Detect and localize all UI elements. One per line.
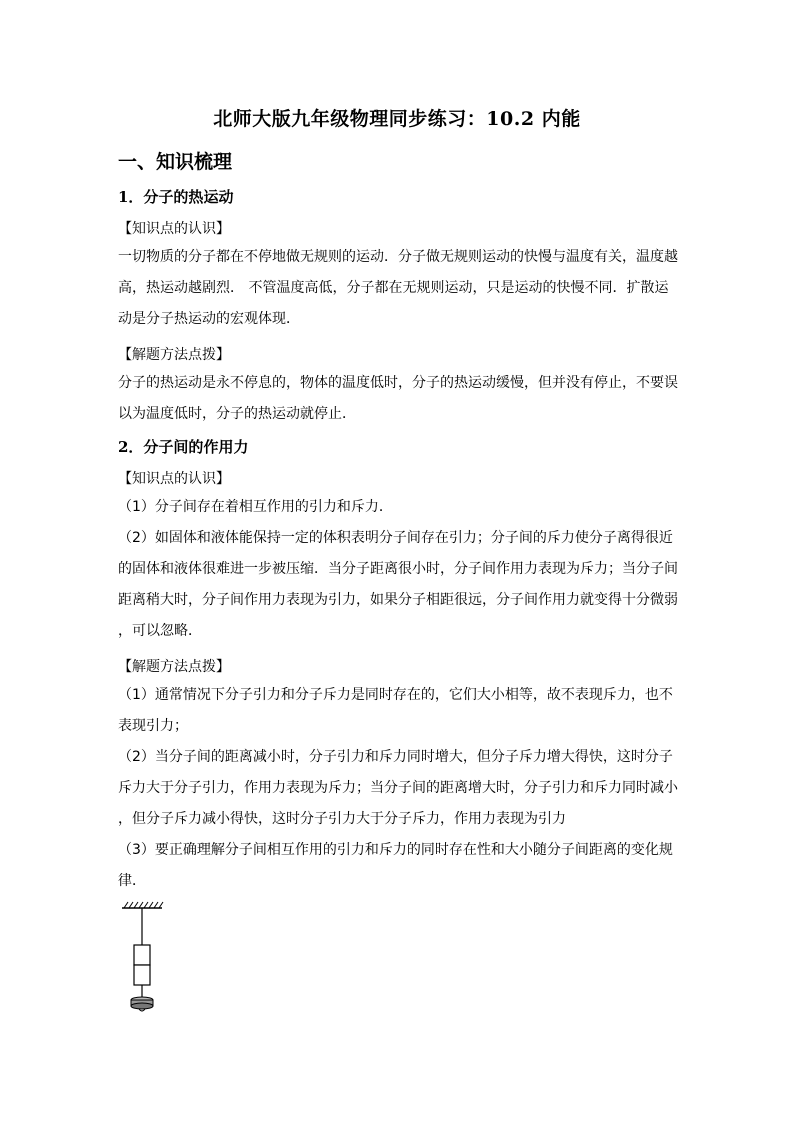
topic-2-method-text <box>118 680 678 897</box>
topic-1-method-tag: 【解题方法点拨】 <box>118 347 230 363</box>
text-line: 律． <box>118 873 146 889</box>
lead-cylinder-figure <box>118 900 178 1025</box>
ceiling-support <box>122 902 163 908</box>
text-line: 高，热运动越剧烈． 不管温度高低，分子都在无规则运动，只是运动的快慢不同．扩散运 <box>118 280 669 296</box>
text-line: ，但分子斥力减小得快，这时分子引力大于分子斥力，作用力表现为引力 <box>118 811 566 827</box>
text-line: 距离稍大时，分子间作用力表现为引力，如果分子相距很远，分子间作用力就变得十分微弱 <box>118 592 678 608</box>
text-line: （1）通常情况下分子引力和分子斥力是同时存在的，它们大小相等，故不表现斥力，也不 <box>118 687 673 703</box>
text-line: 分子的热运动是永不停息的，物体的温度低时，分子的热运动缓慢，但并没有停止，不要误 <box>118 375 678 391</box>
upper-lead-cylinder <box>134 945 150 965</box>
text-line: （3）要正确理解分子间相互作用的引力和斥力的同时存在性和大小随分子间距离的变化规 <box>118 842 673 858</box>
text-line: 动是分子热运动的宏观体现． <box>118 311 300 327</box>
section-heading: 一、知识梳理 <box>118 151 233 173</box>
document-title: 北师大版九年级物理同步练习：10.2 内能 <box>213 108 581 130</box>
topic-2-method-tag: 【解题方法点拨】 <box>118 659 230 675</box>
topic-2-knowledge-text <box>118 492 678 647</box>
topic-1-knowledge-text <box>118 242 678 335</box>
text-line: （1）分子间存在着相互作用的引力和斥力． <box>118 499 393 515</box>
topic-1-method-text <box>118 368 678 430</box>
text-line: 一切物质的分子都在不停地做无规则的运动．分子做无规则运动的快慢与温度有关，温度越 <box>118 249 678 265</box>
topic-1-heading: 1．分子的热运动 <box>118 188 234 206</box>
text-line: 表现引力； <box>118 718 188 734</box>
text-line: 的固体和液体很难进一步被压缩．当分子距离很小时，分子间作用力表现为斥力；当分子间 <box>118 561 678 577</box>
topic-1-knowledge-tag: 【知识点的认识】 <box>118 221 230 237</box>
hanging-weight <box>131 997 153 1011</box>
text-line: ，可以忽略． <box>118 623 202 639</box>
text-line: 斥力大于分子引力，作用力表现为斥力；当分子间的距离增大时，分子引力和斥力同时减小 <box>118 780 678 796</box>
lower-lead-cylinder <box>134 965 150 985</box>
topic-2-knowledge-tag: 【知识点的认识】 <box>118 471 230 487</box>
topic-2-heading: 2．分子间的作用力 <box>118 438 249 456</box>
text-line: （2）如固体和液体能保持一定的体积表明分子间存在引力；分子间的斥力使分子离得很近 <box>118 530 673 546</box>
text-line: 以为温度低时，分子的热运动就停止． <box>118 406 356 422</box>
text-line: （2）当分子间的距离减小时，分子引力和斥力同时增大，但分子斥力增大得快，这时分子 <box>118 749 673 765</box>
